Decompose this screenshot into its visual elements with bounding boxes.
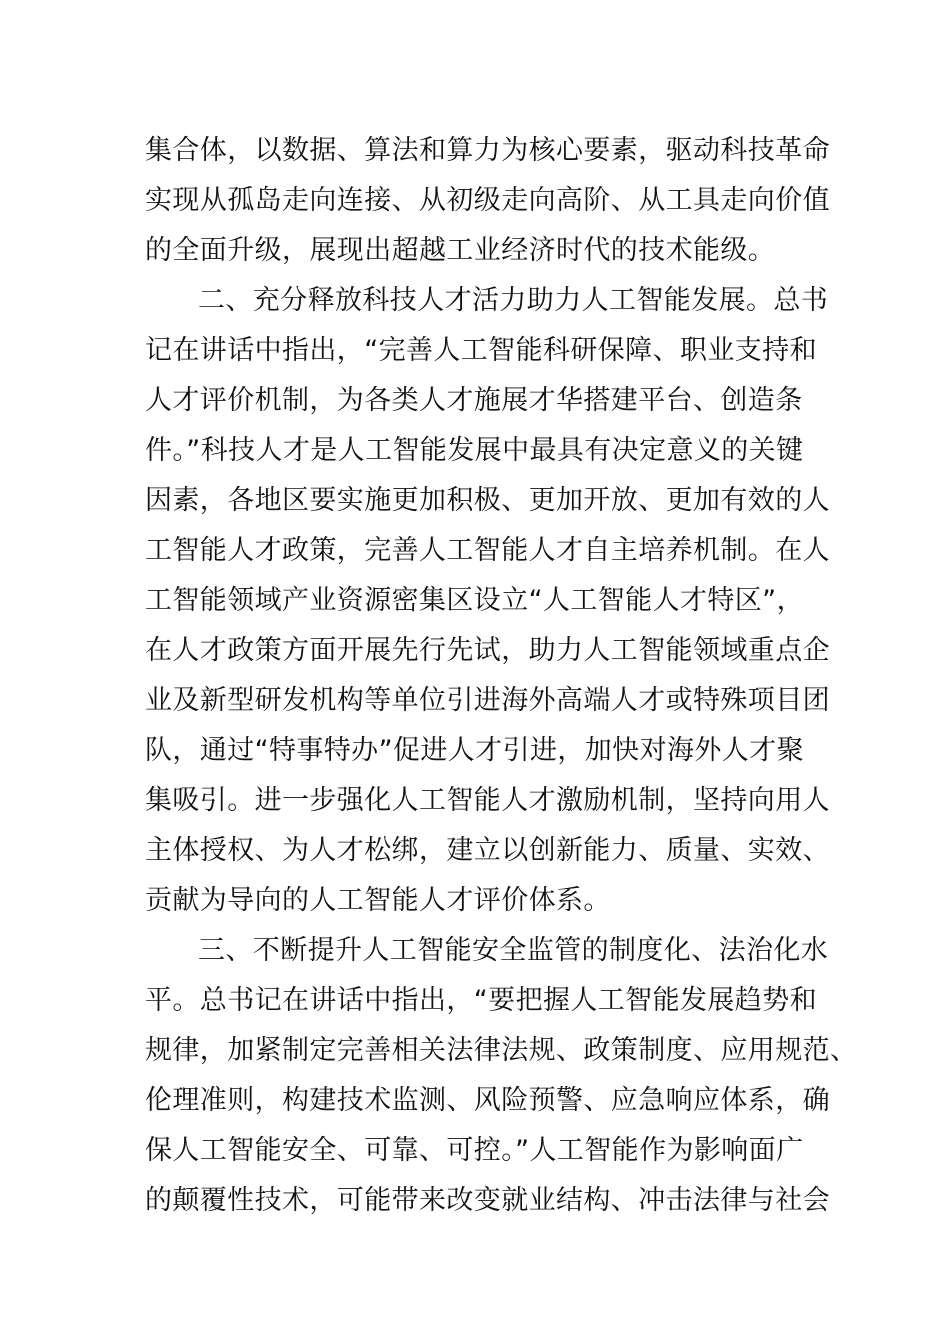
- text-line: 贡献为导向的人工智能人才评价体系。: [145, 885, 611, 916]
- text-line: 保人工智能安全、可靠、可控。”人工智能作为影响面广: [145, 1135, 804, 1166]
- text-line: 工智能领域产业资源密集区设立“人工智能人才特区”，: [145, 585, 804, 616]
- text-line: 的全面升级，展现出超越工业经济时代的技术能级。: [145, 235, 776, 266]
- text-line: 集吸引。进一步强化人工智能人才激励机制，坚持向用人: [145, 785, 830, 816]
- text-line: 伦理准则，构建技术监测、风险预警、应急响应体系，确: [145, 1085, 830, 1116]
- text-line: 实现从孤岛走向连接、从初级走向高阶、从工具走向价值: [145, 185, 830, 216]
- text-line: 规律，加紧制定完善相关法律法规、政策制度、应用规范、: [145, 1035, 858, 1066]
- text-line: 业及新型研发机构等单位引进海外高端人才或特殊项目团: [145, 685, 830, 716]
- text-line: 队，通过“特事特办”促进人才引进，加快对海外人才聚: [145, 735, 804, 766]
- text-line: 主体授权、为人才松绑，建立以创新能力、质量、实效、: [145, 835, 830, 866]
- text-line: 平。总书记在讲话中指出，“要把握人工智能发展趋势和: [145, 985, 817, 1016]
- text-line: 记在讲话中指出，“完善人工智能科研保障、职业支持和: [145, 335, 817, 366]
- text-line: 工智能人才政策，完善人工智能人才自主培养机制。在人: [145, 535, 830, 566]
- text-line: 因素，各地区要实施更加积极、更加开放、更加有效的人: [145, 485, 830, 516]
- paragraph-heading-3: 三、不断提升人工智能安全监管的制度化、法治化水: [198, 935, 829, 966]
- text-line: 在人才政策方面开展先行先试，助力人工智能领域重点企: [145, 635, 830, 666]
- text-line: 件。”科技人才是人工智能发展中最具有决定意义的关键: [145, 435, 804, 466]
- text-line: 的颠覆性技术，可能带来改变就业结构、冲击法律与社会: [145, 1185, 830, 1216]
- text-line: 集合体，以数据、算法和算力为核心要素，驱动科技革命: [145, 135, 830, 166]
- text-line: 人才评价机制，为各类人才施展才华搭建平台、创造条: [145, 385, 803, 416]
- paragraph-heading-2: 二、充分释放科技人才活力助力人工智能发展。总书: [198, 285, 829, 316]
